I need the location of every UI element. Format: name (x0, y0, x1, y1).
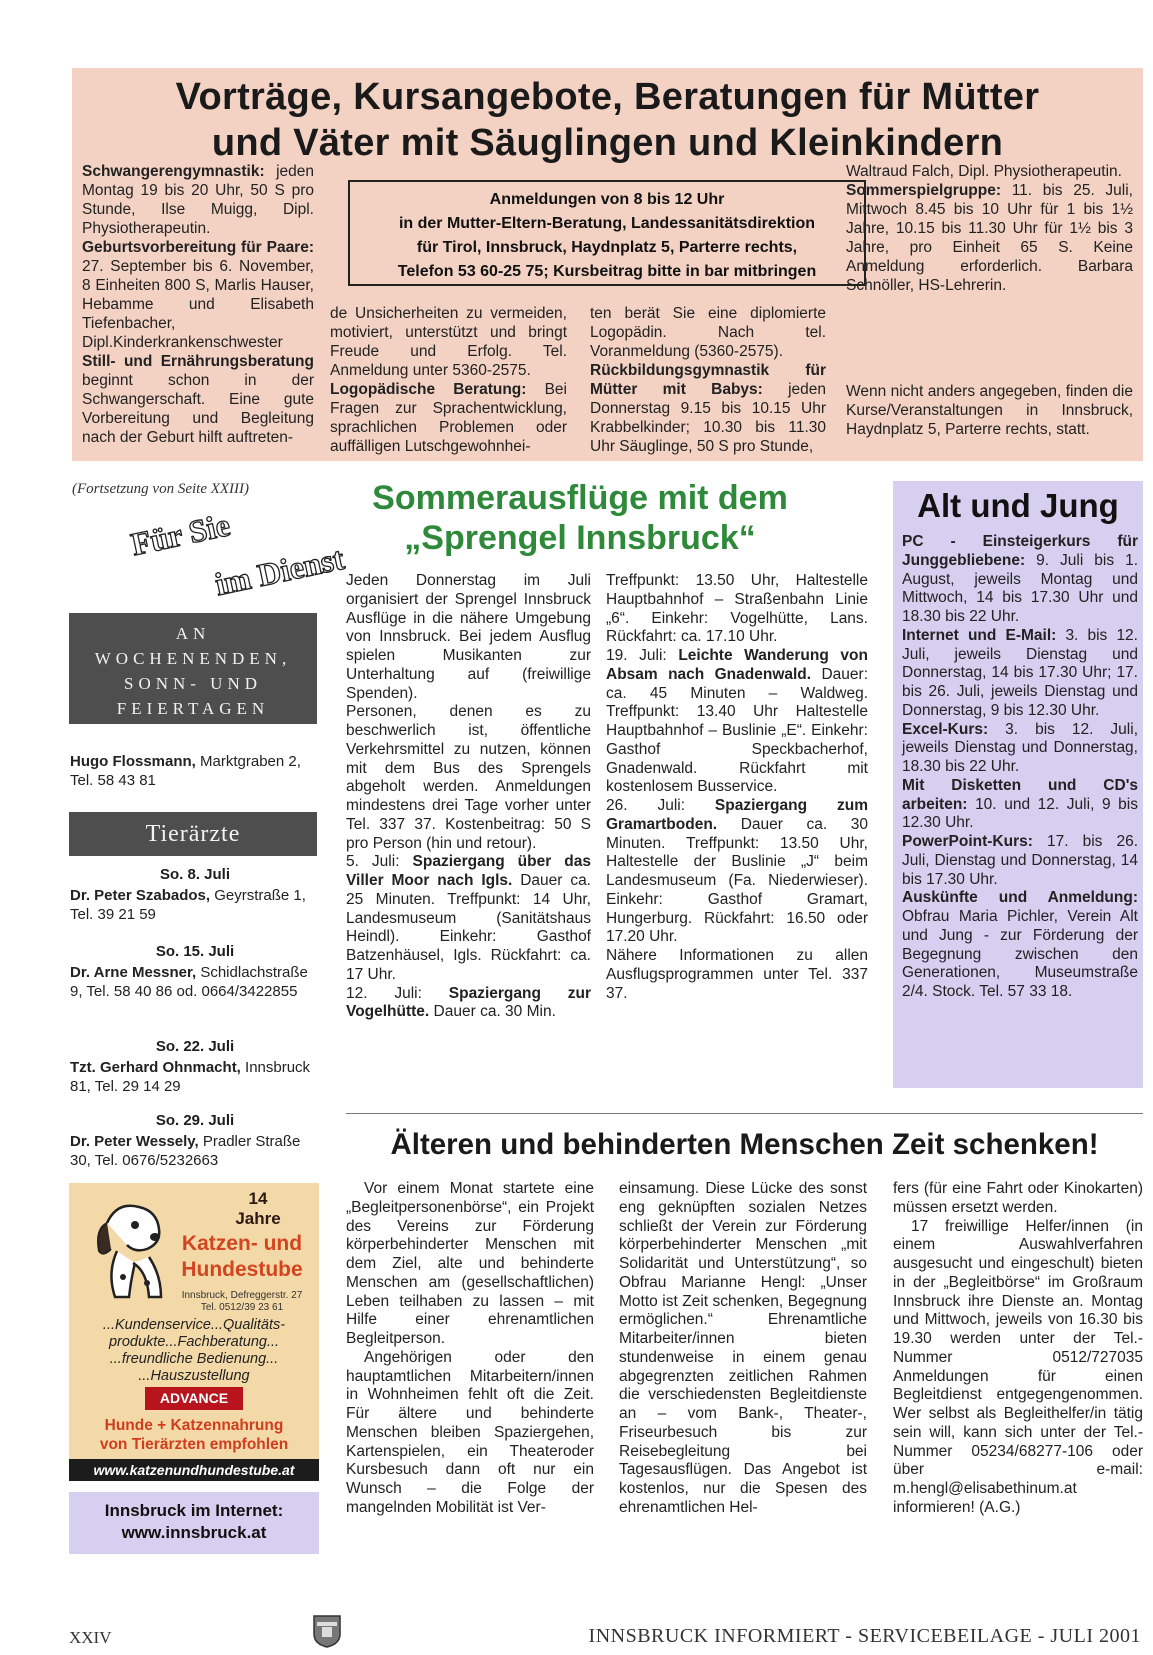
ad-services: ...Kundenservice...Qualitäts- produkte...Fachberatung... ...freundliche Bedienung... ...Hauszustellung (102, 1317, 286, 1384)
hugo-entry: Hugo Flossmann, Marktgraben 2, Tel. 58 43 81 (70, 753, 301, 789)
top-title: Vorträge, Kursangebote, Beratungen für Mütter und Väter mit Säuglingen und Kleinkindern (175, 76, 1040, 164)
top-col-4 (846, 162, 1133, 295)
top-col-4-footer: Wenn nicht anders angegeben, finden die Kurse/Veranstaltungen in Innsbruck, Haydnplatz 5, Parterre rechts, statt. (846, 383, 1133, 438)
sommer-col-1 (346, 572, 591, 1022)
vet-entry: Tzt. Gerhard Ohnmacht, Innsbruck 81, Tel. 29 14 29 (70, 1059, 311, 1095)
top-col1-p3: Still- und Ernährungsberatung beginnt schon in der Schwangerschaft. Eine gute Vorbereitung und Begleitung nach der Geburt hilft auftreten- (82, 353, 314, 446)
ad-shop-name: Katzen- und Hundestube (181, 1232, 303, 1281)
sommer-p: Treffpunkt: 13.50 Uhr, Haltestelle Hauptbahnhof – Straßenbahn Linie „6“. Einkehr: Vogelhütte, Lans. Rückfahrt: ca. 17.10 Uhr. (606, 572, 868, 646)
vet-entry: Dr. Peter Szabados, Geyrstraße 1, Tel. 39 21 59 (70, 887, 306, 923)
alt-jung-title: Alt und Jung (917, 487, 1119, 524)
sommer-p: 26. Juli: Spaziergang zum Gramartboden. Dauer ca. 30 Minuten. Treffpunkt: 13.50 Uhr, Haltestelle der Buslinie „J“ beim Landesmuseum (Fa. Niederwieser). Einkehr: Gasthof Gramart, Hungerburg. Rückfahrt: 16.50 oder 17.20 Uhr. (606, 797, 868, 946)
top-col1-p1: Schwangerengymnastik: jeden Montag 19 bis 20 Uhr, 50 S pro Stunde, Ilse Muigg, Dipl. Physiotherapeutin. (82, 163, 314, 237)
top-col4-p1: Waltraud Falch, Dipl. Physiotherapeutin. (846, 163, 1122, 180)
sommer-p: 5. Juli: Spaziergang über das Viller Moor nach Igls. Dauer ca. 25 Minuten. Treffpunkt: 14 Uhr, Landesmuseum (Sanitätshaus Heindl). Einkehr: Gasthof Batzenhäusel, Igls. Rückfahrt: ca. 17 Uhr. (346, 853, 591, 983)
ad-url: www.katzenundhundestube.at (69, 1459, 319, 1481)
top-col2-p1: de Unsicherheiten zu vermeiden, motiviert, unterstützt und bringt Freude und Erfolg. Tel. Anmeldung unter 5360-2575. (330, 305, 567, 379)
vet-entry: Dr. Peter Wessely, Pradler Straße 30, Tel. 0676/5232663 (70, 1133, 301, 1169)
aeltere-article-title: Älteren und behinderten Menschen Zeit schenken! (390, 1128, 1099, 1161)
alt-jung-item: Internet und E-Mail: 3. bis 12. Juli, jeweils Dienstag und Donnerstag, 14 bis 17.30 Uhr; 17. bis 26. Juli, jeweils Dienstag und Donnerstag, 9 bis 12.30 Uhr. (902, 626, 1138, 719)
top-col-3 (590, 304, 826, 456)
script-heading-1: Für Sie (127, 506, 233, 563)
script-heading-2: im Dienst (211, 539, 348, 603)
aeltere-p: Angehörigen oder den hauptamtlichen Mitarbeitern/innen in Wohnheimen fehlt oft die Zeit. Für ältere und behinderte Menschen bleiben Spaziergehen, Kartenspielen, ein Theateroder Kursbesuch dann oft nur ein Wunsch – die Folge der mangelnden Mobilität ist Ver- (346, 1348, 594, 1516)
ad-claim: Hunde + Katzennahrung von Tierärzten empfohlen (99, 1417, 289, 1453)
continuation-note: (Fortsetzung von Seite XXIII) (72, 481, 250, 497)
vets-header: Tierärzte (69, 812, 317, 856)
top-col-1 (82, 162, 314, 447)
aeltere-col-1 (346, 1180, 594, 1518)
city-emblem-icon (312, 1614, 342, 1648)
page-number: XXIV (69, 1628, 112, 1647)
sommer-p: Personen, denen es zu beschwerlich ist, öffentliche Verkehrsmittel zu nutzen, können mit dem Bus des Sprengels abgeholt werden. Anmeldungen mindestens drei Tage vorher unter Tel. 337 37. Kostenbeitrag: 50 S pro Person (hin und retour). (346, 703, 591, 852)
aeltere-p: fers (für eine Fahrt oder Kinokarten) müssen ersetzt werden. (893, 1180, 1143, 1216)
vet-entry: Dr. Arne Messner, Schidlachstraße 9, Tel. 58 40 86 od. 0664/3422855 (70, 964, 308, 1000)
vet-date: So. 29. Juli (155, 1112, 235, 1129)
top-col-2 (330, 304, 567, 456)
sommer-p: 12. Juli: Spaziergang zur Vogelhütte. Dauer ca. 30 Min. (346, 984, 591, 1021)
alt-jung-item: PC - Einsteigerkurs für Junggebliebene: 9. Juli bis 1. August, jeweils Montag und Mittwoch, 14 bis 17.30 Uhr und 18.30 bis 22 Uhr. (902, 533, 1138, 625)
aeltere-col-3 (893, 1180, 1143, 1518)
dog-cartoon-icon (77, 1193, 177, 1305)
aeltere-p: 17 freiwillige Helfer/innen (in einem Auswahlverfahren ausgesucht und eingeschult) bieten in der „Begleitbörse“ im Großraum Innsbruck ihre Dienste an. Montag und Mittwoch, jeweils von 16.30 bis 19.30 werden unter der Tel.-Nummer 0512/727035 Anmeldungen für einen Begleitdienst entgegengenommen. Wer selbst als Begleithelfer/in tätig sein will, kann sich unter der Tel.-Nummer 05234/68277-106 oder über e-mail: m.hengl@elisabethinum.at informieren! (A.G.) (893, 1217, 1143, 1516)
alt-jung-text (902, 533, 1138, 1002)
top-col3-p1: ten berät Sie eine diplomierte Logopädin. Nach tel. Voranmeldung (5360-2575). (590, 305, 826, 360)
top-col2-p2: Logopädische Beratung: Bei Fragen zur Sprachentwicklung, sprachlichen Problemen oder auffälligen Lutschgewohnhei- (330, 381, 567, 455)
vet-date: So. 15. Juli (155, 943, 235, 960)
top-col4-p2: Sommerspielgruppe: 11. bis 25. Juli, Mittwoch 8.45 bis 10 Uhr für 1 bis 1½ Jahre, 10.15 bis 11.30 Uhr für 1½ bis 3 Jahre, pro Einheit 65 S. Keine Anmeldung erforderlich. Barbara Schnöller, HS-Lehrerin. (846, 182, 1133, 294)
ad-address: Innsbruck, Defreggerstr. 27 Tel. 0512/39 23 61 (181, 1290, 303, 1313)
aeltere-p: einsamung. Diese Lücke des sonst eng geknüpften sozialen Netzes schließt der Verein zur Förderung körperbehinderter Menschen „mit Solidarität und Unterstützung“, so Obfrau Marianne Hengl: „Unser Motto ist Zeit schenken, Begegnung ermöglichen.“ Ehrenamtliche Mitarbeiter/innen bieten stundenweise in einem genau abgegrenzten zeitlichen Rahmen die verschiedensten Begleitdienste an – vom Bank-, Theater-, Friseurbesuch bis zur Reisebegleitung bei Tagesausflügen. Das Angebot ist kostenlos, nur die Spesen des ehrenamtlichen Hel- (619, 1180, 867, 1516)
registration-notice: Anmeldungen von 8 bis 12 Uhr in der Mutter-Eltern-Beratung, Landessanitätsdirektion für Tirol, Innsbruck, Haydnplatz 5, Parterre rechts, Telefon 53 60-25 75; Kursbeitrag bitte in bar mitbringen (348, 180, 866, 286)
alt-jung-item: PowerPoint-Kurs: 17. bis 26. Juli, Dienstag und Donnerstag, 14 bis 17.30 Uhr. (902, 833, 1138, 888)
alt-jung-item: Excel-Kurs: 3. bis 12. Juli, jeweils Dienstag und Donnerstag, 18.30 bis 22 Uhr. (902, 720, 1138, 775)
top-col3-p2: Rückbildungsgymnastik für Mütter mit Babys: jeden Donnerstag 9.15 bis 10.15 Uhr Krabbelkinder; 10.30 bis 11.30 Uhr Säuglinge, 50 S pro Stunde, (590, 362, 826, 455)
innsbruck-internet-box: Innsbruck im Internet: www.innsbruck.at (69, 1492, 319, 1554)
sommer-p: 19. Juli: Leichte Wanderung von Absam nach Gnadenwald. Dauer: ca. 45 Minuten – Waldweg. Treffpunkt: 13.40 Uhr Haltestelle Hauptbahnhof – Buslinie „E“. Einkehr: Gasthof Speckbacherhof, Gnadenwald. Rückfahrt mit kostenlosem Busservice. (606, 647, 868, 796)
divider (346, 1113, 1143, 1114)
sommer-col-2 (606, 572, 868, 1003)
vet-date: So. 22. Juli (155, 1038, 235, 1055)
weekend-service-box: AN WOCHENENDEN, SONN- UND FEIERTAGEN (69, 613, 317, 724)
ad-brand-logo: ADVANCE (145, 1387, 243, 1410)
vet-date: So. 8. Juli (159, 866, 231, 883)
sommer-p: Jeden Donnerstag im Juli organisiert der Sprengel Innsbruck Ausflüge in die nähere Umgebung von Innsbruck. Bei jedem Ausflug spielen Musikanten zur Unterhaltung auf (freiwillige Spenden). (346, 572, 591, 702)
sommer-article-title: Sommerausflüge mit dem „Sprengel Innsbruck“ (372, 479, 788, 557)
publication-title: INNSBRUCK INFORMIERT - SERVICEBEILAGE - JULI 2001 (588, 1625, 1141, 1647)
alt-jung-item: Auskünfte und Anmeldung: Obfrau Maria Pichler, Verein Alt und Jung - zur Förderung der Begegnung zwischen den Generationen, Museumstraße 2/4. Stock. Tel. 57 33 18. (902, 889, 1138, 1000)
aeltere-col-2 (619, 1180, 867, 1518)
aeltere-p: Vor einem Monat startete eine „Begleitpersonenbörse“, ein Projekt des Vereins zur Förderung körperbehinderter Menschen mit dem Ziel, alte und behinderte Menschen am (gesellschaftlichen) Leben teilhaben zu lassen – mit Hilfe einer ehrenamtlichen Begleitperson. (346, 1180, 594, 1347)
sommer-p: Nähere Informationen zu allen Ausflugsprogrammen unter Tel. 337 37. (606, 947, 868, 1002)
top-col1-p2: Geburtsvorbereitung für Paare: 27. September bis 6. November, 8 Einheiten 800 S, Marlis Hauser, Hebamme und Elisabeth Tiefenbacher, Dipl.Kinderkrankenschwester (82, 239, 314, 351)
ad-years: 14 Jahre (235, 1189, 281, 1228)
alt-jung-item: Mit Disketten und CD's arbeiten: 10. und 12. Juli, 9 bis 12.30 Uhr. (902, 776, 1138, 832)
